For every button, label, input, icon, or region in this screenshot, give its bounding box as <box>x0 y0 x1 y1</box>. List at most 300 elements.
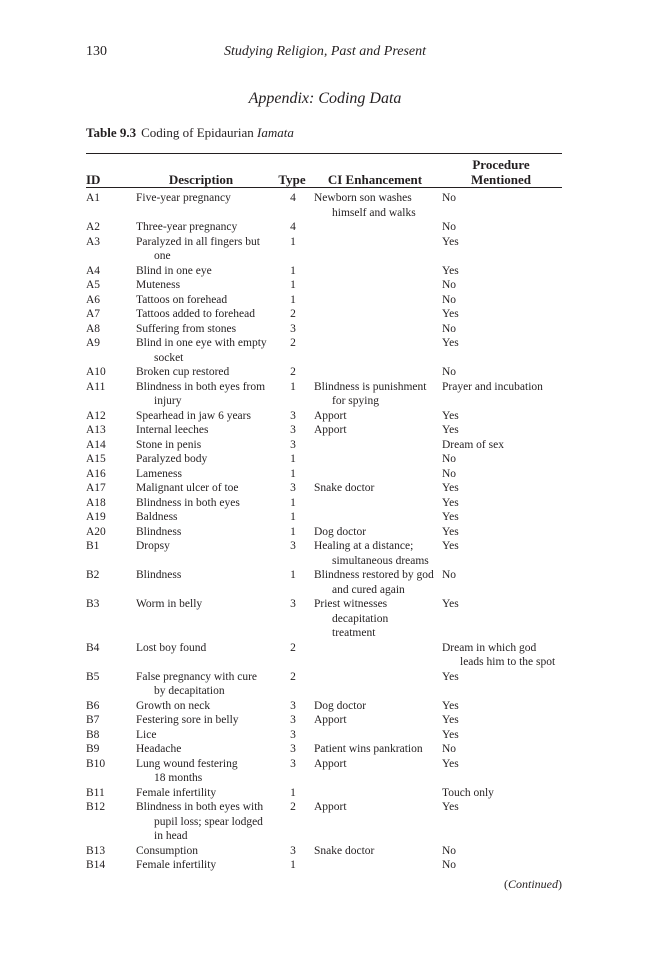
row-description <box>136 293 278 308</box>
ci-line: simultaneous dreams <box>332 554 429 567</box>
row-procedure <box>442 670 566 685</box>
desc-line: False pregnancy with cure <box>136 670 258 683</box>
row-description <box>136 525 278 540</box>
row-id: A12 <box>86 409 106 422</box>
row-type: 3 <box>290 322 296 335</box>
row-description <box>136 496 278 511</box>
row-id: A8 <box>86 322 101 335</box>
proc-line: No <box>442 366 457 378</box>
row-type: 3 <box>290 598 296 610</box>
column-header-type: Type <box>278 172 306 187</box>
ci-line: Apport <box>314 409 347 422</box>
row-type: 2 <box>290 801 296 813</box>
row-description <box>136 235 278 264</box>
continued-close: ) <box>558 877 562 891</box>
proc-line: Yes <box>442 496 459 509</box>
table-row <box>86 293 562 308</box>
desc-line: 18 months <box>154 772 203 784</box>
proc-line: Yes <box>442 337 459 349</box>
continued-open: ( <box>504 877 508 891</box>
table-row <box>86 641 562 670</box>
desc-line: Internal leeches <box>136 424 209 436</box>
column-header-procedure <box>442 157 560 187</box>
proc-line: Touch only <box>442 786 494 799</box>
proc-line: Yes <box>442 714 459 726</box>
table-row <box>86 467 562 482</box>
row-procedure <box>442 539 566 554</box>
ci-line: Patient wins pankration <box>314 743 423 755</box>
row-id: A5 <box>86 279 101 291</box>
proc-line: Yes <box>442 235 459 248</box>
continued-word: Continued <box>508 877 558 891</box>
table-top-rule <box>86 153 562 154</box>
row-description <box>136 568 278 583</box>
row-id: B6 <box>86 699 100 712</box>
proc-line: Prayer and incubation <box>442 380 543 393</box>
proc-line: No <box>442 221 457 233</box>
table-row <box>86 496 562 511</box>
proc-line: No <box>442 569 457 581</box>
row-ci-enhancement <box>314 713 440 728</box>
column-header-procedure-line1: Procedure <box>472 157 530 172</box>
desc-line: Three-year pregnancy <box>136 221 238 233</box>
row-id: B1 <box>86 540 100 552</box>
proc-line: Yes <box>442 728 459 741</box>
row-id: A15 <box>86 453 106 465</box>
ci-line: treatment <box>332 627 376 639</box>
row-ci-enhancement <box>314 525 440 540</box>
desc-line: Stone in penis <box>136 438 202 451</box>
table-row <box>86 191 562 220</box>
table-row <box>86 757 562 786</box>
row-description <box>136 467 278 482</box>
row-description <box>136 800 278 844</box>
row-procedure <box>442 293 566 308</box>
row-description <box>136 699 278 714</box>
row-procedure <box>442 525 566 540</box>
proc-line: Yes <box>442 801 459 813</box>
row-description <box>136 452 278 467</box>
row-description <box>136 438 278 453</box>
table-caption-number: Table 9.3 <box>86 125 137 140</box>
row-type: 1 <box>290 264 296 277</box>
row-type: 2 <box>290 366 296 378</box>
proc-line: No <box>442 844 457 857</box>
row-description <box>136 264 278 279</box>
table-row <box>86 728 562 743</box>
proc-line: No <box>442 859 457 871</box>
row-procedure <box>442 365 566 380</box>
row-id: B4 <box>86 641 100 654</box>
row-procedure <box>442 220 566 235</box>
row-type: 4 <box>290 221 296 233</box>
proc-line: Yes <box>442 424 459 436</box>
row-procedure <box>442 641 566 670</box>
desc-line: Suffering from stones <box>136 322 237 335</box>
row-ci-enhancement <box>314 742 440 757</box>
row-type: 3 <box>290 844 296 857</box>
row-procedure <box>442 568 566 583</box>
column-header-ci-enhancement: CI Enhancement <box>327 172 423 187</box>
proc-line: Yes <box>442 409 459 422</box>
desc-line: Tattoos added to forehead <box>136 308 255 320</box>
row-description <box>136 307 278 322</box>
row-id: B10 <box>86 757 106 770</box>
page-number: 130 <box>86 44 107 59</box>
proc-line: Yes <box>442 308 459 320</box>
table-row <box>86 568 562 597</box>
column-header-description: Description <box>168 172 234 187</box>
table-row <box>86 322 562 337</box>
row-id: A10 <box>86 366 106 378</box>
row-type: 3 <box>290 699 296 712</box>
row-procedure <box>442 742 566 757</box>
table-row <box>86 336 562 365</box>
row-type: 2 <box>290 670 296 683</box>
ci-line: Dog doctor <box>314 699 367 712</box>
desc-line: Lice <box>136 728 157 741</box>
row-description <box>136 728 278 743</box>
table-row <box>86 452 562 467</box>
row-description <box>136 786 278 801</box>
table-row <box>86 307 562 322</box>
ci-line: Blindness is punishment <box>314 380 427 393</box>
row-type: 1 <box>290 380 296 393</box>
row-type: 1 <box>290 453 296 465</box>
proc-line: Yes <box>442 540 459 552</box>
desc-line: Paralyzed in all fingers but <box>136 235 260 248</box>
row-description <box>136 742 278 757</box>
section-title: Appendix: Coding Data <box>248 90 402 107</box>
proc-line: Yes <box>442 598 459 610</box>
row-procedure <box>442 844 566 859</box>
table-row <box>86 699 562 714</box>
row-type: 2 <box>290 308 296 320</box>
desc-line: Growth on neck <box>136 699 211 712</box>
table-row <box>86 597 562 641</box>
row-procedure <box>442 597 566 612</box>
table-row <box>86 409 562 424</box>
row-id: B8 <box>86 728 100 741</box>
table-row <box>86 481 562 496</box>
table-row <box>86 438 562 453</box>
proc-line: No <box>442 279 457 291</box>
running-title: Studying Religion, Past and Present <box>223 44 427 59</box>
table-row <box>86 365 562 380</box>
table-row <box>86 800 562 844</box>
row-description <box>136 481 278 496</box>
table-header-rule <box>86 187 562 188</box>
desc-line: in head <box>154 830 188 842</box>
table-row <box>86 742 562 757</box>
table-row <box>86 510 562 525</box>
row-description <box>136 191 278 206</box>
desc-line: Blindness in both eyes with <box>136 801 264 813</box>
desc-line: Female infertility <box>136 786 217 799</box>
desc-line: Female infertility <box>136 859 217 871</box>
proc-line: No <box>442 467 457 480</box>
row-procedure <box>442 423 566 438</box>
row-description <box>136 409 278 424</box>
row-ci-enhancement <box>314 380 440 409</box>
proc-line: Dream in which god <box>442 641 537 654</box>
desc-line: Blind in one eye <box>136 264 212 277</box>
row-description <box>136 757 278 786</box>
row-procedure <box>442 307 566 322</box>
desc-line: by decapitation <box>154 685 225 697</box>
row-description <box>136 322 278 337</box>
table-row <box>86 786 562 801</box>
table-caption <box>86 125 294 141</box>
desc-line: Blindness <box>136 525 182 538</box>
row-type: 1 <box>290 511 296 523</box>
proc-line: Yes <box>442 525 459 538</box>
ci-line: Blindness restored by god <box>314 569 434 581</box>
row-type: 1 <box>290 467 296 480</box>
row-ci-enhancement <box>314 800 440 815</box>
row-ci-enhancement <box>314 568 440 597</box>
row-type: 3 <box>290 540 296 552</box>
row-type: 1 <box>290 859 296 871</box>
row-procedure <box>442 510 566 525</box>
row-description <box>136 844 278 859</box>
ci-line: decapitation <box>332 612 389 625</box>
desc-line: Festering sore in belly <box>136 714 239 726</box>
proc-line: leads him to the spot <box>460 656 556 668</box>
table-row <box>86 539 562 568</box>
row-procedure <box>442 699 566 714</box>
proc-line: No <box>442 453 457 465</box>
desc-line: Blindness in both eyes from <box>136 380 266 393</box>
desc-line: Worm in belly <box>136 598 203 610</box>
row-procedure <box>442 336 566 351</box>
row-procedure <box>442 467 566 482</box>
desc-line: one <box>154 250 171 262</box>
proc-line: No <box>442 293 457 306</box>
row-type: 1 <box>290 496 296 509</box>
row-procedure <box>442 191 566 206</box>
proc-line: No <box>442 743 457 755</box>
row-procedure <box>442 800 566 815</box>
ci-line: Dog doctor <box>314 525 367 538</box>
table-row <box>86 525 562 540</box>
row-type: 3 <box>290 424 296 436</box>
ci-line: Apport <box>314 714 347 726</box>
desc-line: Baldness <box>136 511 178 523</box>
desc-line: Headache <box>136 743 182 755</box>
row-procedure <box>442 496 566 511</box>
row-type: 1 <box>290 235 296 248</box>
row-ci-enhancement <box>314 423 440 438</box>
row-type: 4 <box>290 192 296 204</box>
row-description <box>136 510 278 525</box>
row-id: A1 <box>86 192 101 204</box>
row-procedure <box>442 264 566 279</box>
row-type: 1 <box>290 569 296 581</box>
desc-line: Lung wound festering <box>136 757 238 770</box>
desc-line: Blind in one eye with empty <box>136 337 267 349</box>
row-id: B2 <box>86 569 100 581</box>
row-procedure <box>442 858 566 873</box>
row-type: 3 <box>290 409 296 422</box>
row-procedure <box>442 452 566 467</box>
proc-line: Yes <box>442 511 459 523</box>
table-row <box>86 235 562 264</box>
row-description <box>136 220 278 235</box>
proc-line: No <box>442 322 457 335</box>
row-id: B5 <box>86 670 100 683</box>
proc-line: No <box>442 192 457 204</box>
desc-line: Malignant ulcer of toe <box>136 482 239 494</box>
proc-line: Yes <box>442 757 459 770</box>
row-id: A9 <box>86 337 101 349</box>
table-row <box>86 380 562 409</box>
proc-line: Yes <box>442 482 459 494</box>
table-row <box>86 264 562 279</box>
proc-line: Yes <box>442 264 459 277</box>
row-id: B3 <box>86 598 100 610</box>
desc-line: Broken cup restored <box>136 366 230 378</box>
row-description <box>136 641 278 656</box>
row-ci-enhancement <box>314 409 440 424</box>
row-procedure <box>442 786 566 801</box>
desc-line: injury <box>154 395 182 407</box>
row-description <box>136 858 278 873</box>
ci-line: Healing at a distance; <box>314 540 414 552</box>
proc-line: Yes <box>442 699 459 712</box>
table-row <box>86 858 562 873</box>
desc-line: socket <box>154 351 184 364</box>
row-procedure <box>442 322 566 337</box>
row-procedure <box>442 409 566 424</box>
row-type: 1 <box>290 786 296 799</box>
row-id: A17 <box>86 482 106 494</box>
row-type: 3 <box>290 482 296 494</box>
ci-line: Newborn son washes <box>314 192 412 204</box>
row-id: A7 <box>86 308 101 320</box>
row-procedure <box>442 438 566 453</box>
row-description <box>136 713 278 728</box>
table-row <box>86 713 562 728</box>
ci-line: and cured again <box>332 583 405 596</box>
desc-line: Lost boy found <box>136 641 207 654</box>
desc-line: Spearhead in jaw 6 years <box>136 409 251 422</box>
row-id: A20 <box>86 525 106 538</box>
row-id: B12 <box>86 801 106 813</box>
desc-line: pupil loss; spear lodged <box>154 815 263 828</box>
table-row <box>86 670 562 699</box>
row-id: B14 <box>86 859 106 871</box>
row-description <box>136 670 278 699</box>
desc-line: Dropsy <box>136 540 170 552</box>
table-row <box>86 220 562 235</box>
table-caption-text: Coding of Epidaurian <box>141 125 254 140</box>
row-procedure <box>442 235 566 250</box>
row-type: 1 <box>290 525 296 538</box>
desc-line: Tattoos on forehead <box>136 293 228 306</box>
row-type: 3 <box>290 438 296 451</box>
row-description <box>136 336 278 365</box>
row-ci-enhancement <box>314 757 440 772</box>
row-description <box>136 278 278 293</box>
desc-line: Lameness <box>136 467 182 480</box>
row-id: A14 <box>86 438 106 451</box>
desc-line: Blindness <box>136 569 182 581</box>
row-procedure <box>442 757 566 772</box>
row-id: B9 <box>86 743 100 755</box>
continued-note <box>504 877 562 892</box>
desc-line: Paralyzed body <box>136 453 208 465</box>
row-id: B7 <box>86 714 100 726</box>
row-procedure <box>442 380 566 395</box>
row-type: 3 <box>290 743 296 755</box>
row-description <box>136 380 278 409</box>
row-type: 2 <box>290 641 296 654</box>
row-type: 3 <box>290 714 296 726</box>
row-id: A11 <box>86 380 106 393</box>
row-type: 1 <box>290 279 296 291</box>
table-row <box>86 278 562 293</box>
table-body <box>86 191 562 873</box>
row-description <box>136 597 278 612</box>
row-id: A13 <box>86 424 106 436</box>
proc-line: Dream of sex <box>442 438 504 451</box>
row-description <box>136 423 278 438</box>
desc-line: Blindness in both eyes <box>136 496 240 509</box>
row-description <box>136 365 278 380</box>
table-row <box>86 423 562 438</box>
row-id: B11 <box>86 786 105 799</box>
row-ci-enhancement <box>314 539 440 568</box>
ci-line: himself and walks <box>332 206 416 219</box>
ci-line: Apport <box>314 801 347 813</box>
column-header-id: ID <box>86 172 101 187</box>
row-description <box>136 539 278 554</box>
row-id: A16 <box>86 467 106 480</box>
desc-line: Five-year pregnancy <box>136 192 231 204</box>
row-procedure <box>442 713 566 728</box>
row-type: 3 <box>290 757 296 770</box>
row-procedure <box>442 728 566 743</box>
ci-line: Priest witnesses <box>314 598 388 610</box>
row-ci-enhancement <box>314 191 440 220</box>
table-row <box>86 844 562 859</box>
ci-line: Apport <box>314 424 347 436</box>
row-ci-enhancement <box>314 481 440 496</box>
row-procedure <box>442 278 566 293</box>
desc-line: Muteness <box>136 279 181 291</box>
table-caption-italic: Iamata <box>257 125 294 140</box>
row-id: A4 <box>86 264 101 277</box>
row-ci-enhancement <box>314 699 440 714</box>
ci-line: Apport <box>314 757 347 770</box>
row-id: A2 <box>86 221 101 233</box>
row-procedure <box>442 481 566 496</box>
row-type: 1 <box>290 293 296 306</box>
row-ci-enhancement <box>314 844 440 859</box>
row-type: 3 <box>290 728 296 741</box>
row-id: B13 <box>86 844 106 857</box>
ci-line: Snake doctor <box>314 844 375 857</box>
row-type: 2 <box>290 337 296 349</box>
proc-line: Yes <box>442 670 459 683</box>
ci-line: Snake doctor <box>314 482 375 494</box>
row-ci-enhancement <box>314 597 440 641</box>
desc-line: Consumption <box>136 844 198 857</box>
row-id: A6 <box>86 293 101 306</box>
row-id: A19 <box>86 511 106 523</box>
row-id: A18 <box>86 496 106 509</box>
